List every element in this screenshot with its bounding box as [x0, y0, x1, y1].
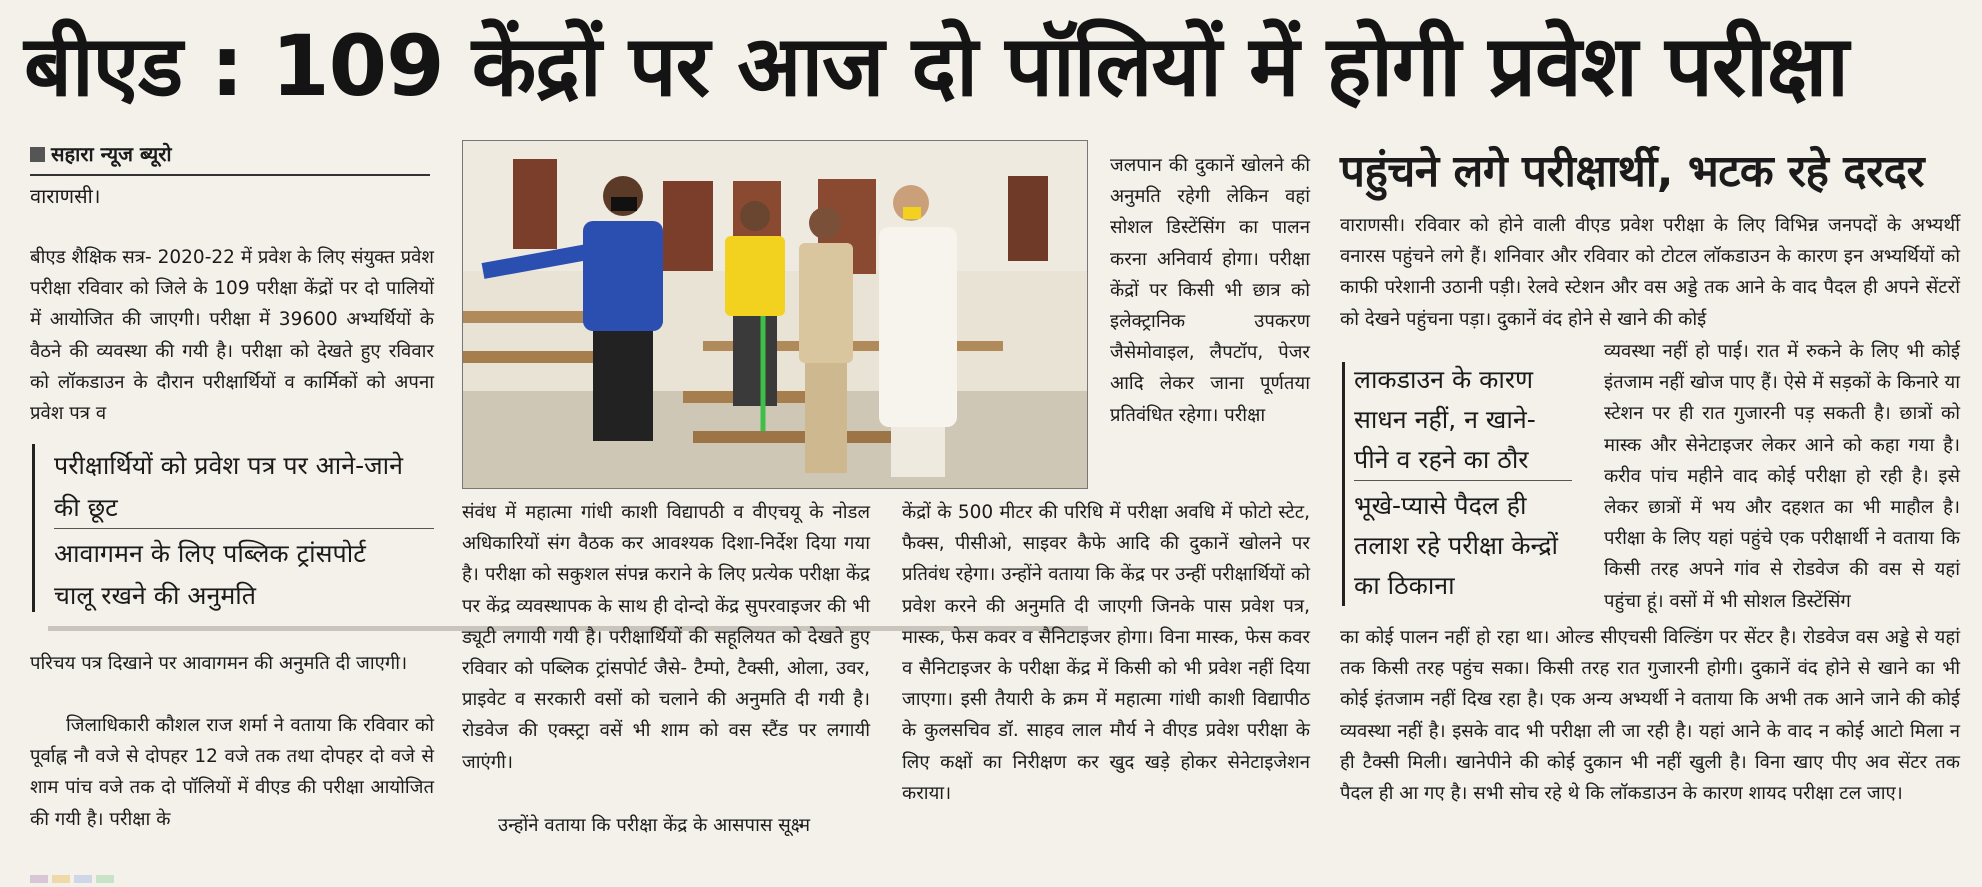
byline-rule	[30, 174, 430, 176]
col1-para1: बीएड शैक्षिक सत्र- 2020-22 में प्रवेश के लिए संयुक्त प्रवेश परीक्षा रविवार को जिले के 109 परीक्षा केंद्रों पर दो पालियों में आयोजित की जाएगी। परीक्षा में 39600 अभ्यर्थियों के वैठने की व्यवस्था की गयी है। परीक्षा को देखते हुए रविवार को लॉकडाउन के दौरान परीक्षार्थियों व कार्मिकों को अपना प्रवेश पत्र व	[30, 247, 434, 425]
byline	[30, 140, 430, 168]
col1-callout2: आवागमन के लिए पब्लिक ट्रांसपोर्ट चालू रखने की अनुमति	[54, 539, 366, 610]
col2-para2: उन्होंने वताया कि परीक्षा केंद्र के आसपास सूक्ष्म	[498, 815, 811, 836]
sidebar-callout2: भूखे-प्यासे पैदल ही तलाश रहे परीक्षा केन्द्रों का ठिकाना	[1354, 491, 1558, 600]
col1-callout-divider	[54, 528, 434, 529]
col2-para1: संवंध में महात्मा गांधी काशी विद्यापठी व वीएचयू के नोडल अधिकारियों संग वैठक कर आवश्यक दिशा-निर्देश दिया गया है। परीक्षा को सकुशल संपन्न कराने के लिए प्रत्येक परीक्षा केंद्र पर केंद्र व्यवस्थापक के साथ ही दोन्दो केंद्र सुपरवाइजर की भी ड्यूटी लगायी गयी है। परीक्षार्थियों की सहूलियत को देखते हुए रविवार को पब्लिक ट्रांसपोर्ट जैसे- टैम्पो, टैक्सी, ओला, उवर, प्राइवेट व सरकारी वसों को चलाने की अनुमति दी गयी है। रोडवेज की एक्स्ट्रा वसें भी शाम को वस स्टैंड पर लगायी जाएंगी।	[462, 502, 870, 773]
sidebar-para3: का कोई पालन नहीं हो रहा था। ओल्ड सीएचसी विल्डिंग पर सेंटर है। रोडवेज वस अड्डे से यहां तक किसी तरह पहुंच सका। किसी तरह रात गुजारनी होगी। दुकानें वंद होने से खाने का भी कोई इंतजाम नहीं दिख रहा है। एक अन्य अभ्यर्थी ने वताया कि अभी तक आने जाने की कोई व्यवस्था नहीं है। इसके वाद भी परीक्षा ली जा रही है। यहां आने के वाद न कोई आटो मिला न ही टैक्सी मिली। खानेपीने की कोई दुकान भी नहीं खुली है। विना खाए पीए अव सेंटर तक पैदल ही आ गए है। सभी सोच रहे थे कि लॉकडाउन के कारण शायद परीक्षा टल जाए।	[1340, 627, 1960, 805]
sidebar-callout1: लाकडाउन के कारण साधन नहीं, न खाने-पीने व रहने का ठौर	[1354, 365, 1536, 474]
col3-para1: जलपान की दुकानें खोलने की अनुमति रहेगी लेकिन वहां सोशल डिस्टेंसिंग का पालन करना अनिवार्य होगा। परीक्षा केंद्रों पर किसी भी छात्र को इलेक्ट्रानिक उपकरण जैसेमोवाइल, लैपटॉप, पेजर आदि लेकर जाना पूर्णतया प्रतिवंधित रहेगा। परीक्षा	[1110, 155, 1310, 426]
byline-square-icon	[30, 147, 45, 162]
col1-callout-bar	[32, 444, 35, 612]
dateline: वाराणसी।	[30, 184, 101, 208]
color-strip	[30, 868, 120, 876]
col1-para3: जिलाधिकारी कौशल राज शर्मा ने वताया कि रविवार को पूर्वाह्न नौ वजे से दोपहर 12 वजे तक तथा दोपहर दो वजे से शाम पांच वजे तक दो पॉलियों में वीएड की परीक्षा आयोजित की गयी है। परीक्षा के	[30, 715, 434, 830]
col1-para2: परिचय पत्र दिखाने पर आवागमन की अनुमति दी जाएगी।	[30, 653, 408, 674]
sidebar-para2: व्यवस्था नहीं हो पाई। रात में रुकने के लिए भी कोई इंतजाम नहीं खोज पाए हैं। ऐसे में सड़कों के किनारे या स्टेशन पर ही रात गुजारनी पड़ सकती है। छात्रों को मास्क और सेनेटाइजर लेकर आने को कहा गया है। करीव पांच महीने वाद कोई परीक्षा हो रही है। इसे लेकर छात्रों में भय और दहशत का भी माहौल है। परीक्षा के लिए यहां पहुंचे एक परीक्षार्थी ने वताया कि किसी तरह अपने गांव से रोडवेज की वस से यहां पहुंचा हूं। वसों में भी सोशल डिस्टेंसिंग	[1604, 341, 1960, 612]
photo-illustration	[463, 141, 1087, 488]
byline-text: सहारा न्यूज ब्यूरो	[51, 142, 172, 166]
sidebar-callout-divider	[1354, 480, 1572, 481]
headline: बीएड : 109 केंद्रों पर आज दो पॉलियों में होगी प्रवेश परीक्षा	[24, 17, 1848, 115]
col1-callout1: परीक्षार्थियों को प्रवेश पत्र पर आने-जाने की छूट	[54, 451, 404, 522]
news-photo	[462, 140, 1088, 489]
sidebar-subhead: पहुंचने लगे परीक्षार्थी, भटक रहे दरदर	[1340, 146, 1924, 197]
sidebar-para1: वाराणसी। रविवार को होने वाली वीएड प्रवेश परीक्षा के लिए विभिन्न जनपदों के अभ्यर्थी वनारस पहुंचने लगे हैं। शनिवार और रविवार को टोटल लॉकडाउन के कारण इन अभ्यर्थियों को काफी परेशानी उठानी पड़ी। रेलवे स्टेशन और वस अड्डे तक आने के वाद पैदल ही अपने सेंटरों को देखने पहुंचना पड़ा। दुकानें वंद होने से खाने की कोई	[1340, 215, 1960, 330]
sidebar-callout-bar	[1342, 362, 1345, 606]
col3-para2: केंद्रों के 500 मीटर की परिधि में परीक्षा अवधि में फोटो स्टेट, फैक्स, पीसीओ, साइवर कैफे आदि की दुकानें खोलने पर प्रतिवंध रहेगा। उन्होंने वताया कि केंद्र पर उन्हीं परीक्षार्थियों को प्रवेश करने की अनुमति दी जाएगी जिनके पास प्रवेश पत्र, मास्क, फेस कवर व सैनिटाइजर होगा। विना मास्क, फेस कवर व सैनिटाइजर के परीक्षा केंद्र में किसी को भी प्रवेश नहीं दिया जाएगा। इसी तैयारी के क्रम में महात्मा गांधी काशी विद्यापीठ के कुलसचिव डॉ. साहव लाल मौर्य ने वीएड प्रवेश परीक्षा के लिए कक्षों का निरीक्षण कर खुद खड़े होकर सेनेटाइजेशन कराया।	[902, 502, 1310, 804]
